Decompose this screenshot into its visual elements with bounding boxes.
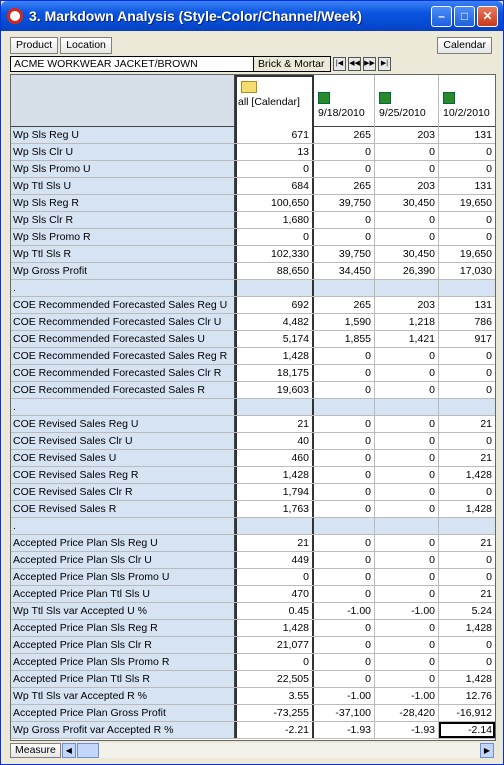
table-cell[interactable]: 0 (375, 654, 439, 670)
table-cell[interactable]: 0 (375, 484, 439, 500)
row-label: COE Recommended Forecasted Sales Reg R (11, 348, 235, 364)
product-context: ACME WORKWEAR JACKET/BROWN (10, 56, 254, 72)
table-cell[interactable]: 0 (375, 161, 439, 177)
calendar-button[interactable]: Calendar (437, 37, 492, 54)
table-cell[interactable]: -37,100 (314, 705, 375, 721)
table-cell[interactable]: 1,428 (465, 673, 492, 685)
table-cell[interactable]: 0 (375, 365, 439, 381)
table-cell[interactable]: 17,030 (459, 265, 492, 277)
table-cell[interactable]: 1,590 (314, 314, 375, 330)
table-row (11, 280, 495, 297)
title-bar (1, 1, 503, 31)
row-label: Wp Ttl Sls R (11, 246, 235, 262)
table-row (11, 348, 495, 365)
table-row (11, 467, 495, 484)
table-row (11, 399, 495, 416)
table-cell[interactable]: 22,505 (235, 671, 314, 687)
table-cell[interactable]: 1,680 (235, 212, 314, 228)
table-cell[interactable]: 131 (474, 129, 492, 141)
table-row (11, 654, 495, 671)
table-cell[interactable] (439, 280, 495, 296)
row-label: COE Revised Sales Clr R (11, 484, 235, 500)
row-label: Accepted Price Plan Sls Reg R (11, 620, 235, 636)
table-cell[interactable]: 1,421 (375, 331, 439, 347)
table-cell[interactable]: 0 (314, 365, 375, 381)
calendar-icon (318, 92, 330, 104)
table-cell[interactable]: 1,428 (465, 503, 492, 515)
row-label: Wp Sls Reg U (11, 127, 235, 143)
table-row (11, 297, 495, 314)
row-label: Wp Sls Reg R (11, 195, 235, 211)
table-cell[interactable]: 470 (235, 586, 314, 602)
table-row (11, 263, 495, 280)
table-cell[interactable]: 0 (486, 435, 492, 447)
row-label: Accepted Price Plan Sls Promo U (11, 569, 235, 585)
table-row (11, 195, 495, 212)
table-cell[interactable]: 0 (314, 586, 375, 602)
table-cell[interactable]: 0 (486, 639, 492, 651)
scroll-left-icon[interactable]: ◀ (62, 743, 76, 758)
table-cell[interactable]: 100,650 (235, 195, 314, 211)
table-cell[interactable]: 0 (314, 552, 375, 568)
close-button[interactable]: ✕ (477, 6, 498, 27)
table-cell[interactable]: 0 (486, 146, 492, 158)
table-cell[interactable]: 0 (314, 433, 375, 449)
row-label: . (11, 399, 235, 415)
table-cell[interactable] (235, 399, 314, 415)
row-label: Wp Gross Profit (11, 263, 235, 279)
table-row (11, 144, 495, 161)
table-cell[interactable]: 1,428 (465, 622, 492, 634)
table-cell[interactable]: 21 (480, 418, 492, 430)
row-label: Accepted Price Plan Sls Promo R (11, 654, 235, 670)
column-header-week-2[interactable]: 9/25/2010 (375, 75, 439, 127)
table-cell[interactable]: 0 (314, 620, 375, 636)
calendar-icon (443, 92, 455, 104)
row-label: COE Recommended Forecasted Sales R (11, 382, 235, 398)
table-cell[interactable]: 0 (375, 382, 439, 398)
table-cell[interactable]: 88,650 (235, 263, 314, 279)
row-label: Wp Ttl Sls var Accepted R % (11, 688, 235, 704)
table-cell[interactable]: 131 (474, 299, 492, 311)
table-cell[interactable]: 0 (314, 416, 375, 432)
table-cell[interactable]: 786 (474, 316, 492, 328)
table-cell[interactable]: 0 (314, 229, 375, 245)
table-cell[interactable]: 0 (314, 671, 375, 687)
table-cell[interactable]: 21 (480, 537, 492, 549)
table-cell[interactable]: 1,428 (235, 620, 314, 636)
table-cell[interactable]: 0 (486, 163, 492, 175)
table-cell[interactable]: 0 (375, 348, 439, 364)
row-label: Wp Ttl Sls U (11, 178, 235, 194)
table-cell[interactable] (314, 399, 375, 415)
oracle-icon (7, 8, 23, 24)
table-cell[interactable]: 0 (486, 656, 492, 668)
table-cell[interactable]: 0 (314, 144, 375, 160)
table-cell[interactable] (314, 518, 375, 534)
row-label: COE Recommended Forecasted Sales U (11, 331, 235, 347)
first-page-icon[interactable]: |◀ (333, 57, 346, 71)
table-cell[interactable]: -1.00 (375, 603, 439, 619)
table-cell[interactable]: 0 (235, 229, 314, 245)
table-row (11, 178, 495, 195)
minimize-button[interactable]: – (431, 6, 452, 27)
table-cell[interactable]: 0 (235, 161, 314, 177)
table-cell[interactable]: 0 (314, 450, 375, 466)
row-label: . (11, 280, 235, 296)
table-row (11, 535, 495, 552)
column-header-week-1[interactable]: 9/18/2010 (314, 75, 375, 127)
table-cell[interactable]: 1,218 (375, 314, 439, 330)
table-cell[interactable]: 19,650 (459, 248, 492, 260)
table-row (11, 246, 495, 263)
table-row (11, 382, 495, 399)
table-row (11, 212, 495, 229)
row-label: Wp Gross Profit var Accepted R % (11, 722, 235, 738)
table-cell[interactable]: 449 (235, 552, 314, 568)
dimension-toolbar (10, 37, 494, 54)
table-cell[interactable]: 0 (375, 501, 439, 517)
horizontal-scrollbar[interactable] (99, 743, 480, 758)
table-row (11, 637, 495, 654)
table-cell[interactable] (314, 280, 375, 296)
table-cell[interactable]: -1.00 (375, 688, 439, 704)
row-label: Wp Sls Promo R (11, 229, 235, 245)
table-cell[interactable]: 39,750 (314, 195, 375, 211)
table-cell[interactable]: 18,175 (235, 365, 314, 381)
table-cell[interactable]: 21 (480, 452, 492, 464)
column-header-week-3[interactable]: 10/2/2010 (439, 75, 495, 127)
table-cell[interactable]: 21 (480, 588, 492, 600)
table-cell[interactable]: 0.45 (235, 603, 314, 619)
table-cell[interactable]: 0 (486, 214, 492, 226)
table-cell[interactable]: 0 (375, 450, 439, 466)
table-cell[interactable]: -28,420 (375, 705, 439, 721)
table-cell[interactable] (439, 399, 495, 415)
row-label: COE Revised Sales Reg R (11, 467, 235, 483)
table-cell[interactable]: 203 (375, 178, 439, 194)
table-cell[interactable]: 5,174 (235, 331, 314, 347)
table-cell[interactable]: -1.00 (314, 688, 375, 704)
table-cell[interactable]: 0 (375, 467, 439, 483)
table-row (11, 501, 495, 518)
maximize-button[interactable]: □ (454, 6, 475, 27)
table-cell[interactable]: 0 (375, 416, 439, 432)
table-cell[interactable]: 1,855 (314, 331, 375, 347)
table-cell[interactable]: 0 (314, 348, 375, 364)
row-label: Wp Sls Promo U (11, 161, 235, 177)
table-row (11, 127, 495, 144)
table-cell[interactable]: 19,650 (459, 197, 492, 209)
table-cell[interactable]: 1,428 (235, 467, 314, 483)
table-cell[interactable]: 12.76 (465, 690, 492, 702)
table-cell[interactable] (375, 280, 439, 296)
scroll-right-icon[interactable]: ▶ (480, 743, 494, 758)
table-cell[interactable] (439, 518, 495, 534)
row-label: Wp Sls Clr R (11, 212, 235, 228)
table-cell[interactable]: 265 (314, 297, 375, 313)
context-bar (10, 56, 494, 72)
row-label: COE Revised Sales U (11, 450, 235, 466)
grid-body (11, 127, 495, 739)
table-cell[interactable]: 0 (314, 382, 375, 398)
table-cell[interactable] (375, 399, 439, 415)
table-cell[interactable]: 40 (235, 433, 314, 449)
last-page-icon[interactable]: ▶| (378, 57, 391, 71)
table-cell[interactable]: 21,077 (235, 637, 314, 653)
table-cell[interactable]: 0 (486, 554, 492, 566)
row-label: Wp Sls Clr U (11, 144, 235, 160)
table-cell[interactable]: 0 (314, 212, 375, 228)
table-cell[interactable]: 131 (474, 180, 492, 192)
row-label: Wp Ttl Sls var Accepted U % (11, 603, 235, 619)
table-cell[interactable]: 19,603 (235, 382, 314, 398)
table-cell[interactable]: 0 (314, 484, 375, 500)
table-cell[interactable]: 21 (235, 535, 314, 551)
table-cell[interactable]: 0 (375, 212, 439, 228)
table-cell[interactable]: 0 (375, 552, 439, 568)
table-cell[interactable]: 1,428 (465, 469, 492, 481)
table-cell[interactable]: 0 (486, 571, 492, 583)
table-cell[interactable]: 0 (486, 384, 492, 396)
folder-icon (241, 81, 257, 93)
row-label: . (11, 518, 235, 534)
table-row (11, 722, 495, 739)
table-cell[interactable]: 0 (314, 501, 375, 517)
table-row (11, 331, 495, 348)
table-row (11, 705, 495, 722)
table-cell[interactable] (375, 518, 439, 534)
channel-context: Brick & Mortar (253, 56, 331, 72)
table-cell[interactable]: 0 (486, 350, 492, 362)
table-cell[interactable]: 684 (235, 178, 314, 194)
measure-grid (10, 74, 496, 741)
table-cell[interactable]: 21 (235, 416, 314, 432)
table-cell[interactable]: 39,750 (314, 246, 375, 262)
previous-page-icon[interactable]: ◀◀ (348, 57, 361, 71)
table-cell[interactable] (235, 280, 314, 296)
table-row (11, 586, 495, 603)
row-label: Accepted Price Plan Sls Clr U (11, 552, 235, 568)
table-cell[interactable]: 1,428 (235, 348, 314, 364)
table-cell[interactable]: 265 (314, 178, 375, 194)
table-row (11, 365, 495, 382)
table-row (11, 603, 495, 620)
table-cell[interactable]: 34,450 (314, 263, 375, 279)
calendar-icon (379, 92, 391, 104)
table-row (11, 569, 495, 586)
table-cell[interactable]: 0 (375, 433, 439, 449)
table-cell[interactable]: 265 (314, 127, 375, 143)
row-label: Accepted Price Plan Ttl Sls U (11, 586, 235, 602)
table-cell[interactable]: 0 (375, 144, 439, 160)
table-cell[interactable]: -1.93 (375, 722, 439, 738)
table-cell[interactable]: 13 (235, 144, 314, 160)
table-row (11, 450, 495, 467)
row-label: COE Recommended Forecasted Sales Reg U (11, 297, 235, 313)
row-label: Accepted Price Plan Ttl Sls R (11, 671, 235, 687)
table-cell[interactable]: 0 (314, 654, 375, 670)
table-cell[interactable]: 917 (474, 333, 492, 345)
table-cell[interactable] (235, 518, 314, 534)
table-cell[interactable]: 203 (375, 127, 439, 143)
table-cell[interactable]: 0 (486, 231, 492, 243)
table-cell[interactable]: 460 (235, 450, 314, 466)
table-cell[interactable]: 0 (314, 535, 375, 551)
table-row (11, 518, 495, 535)
table-cell[interactable]: -1.93 (314, 722, 375, 738)
table-cell[interactable]: -2.21 (235, 722, 314, 738)
table-cell[interactable]: -73,255 (235, 705, 314, 721)
table-cell[interactable]: 102,330 (235, 246, 314, 262)
table-cell[interactable]: 0 (375, 569, 439, 585)
row-label: COE Revised Sales Reg U (11, 416, 235, 432)
table-cell[interactable]: -2.14 (439, 722, 495, 738)
table-row (11, 688, 495, 705)
window-title: 3. Markdown Analysis (Style-Color/Channel/Week) (29, 8, 362, 24)
table-cell[interactable]: 30,450 (375, 246, 439, 262)
table-cell[interactable]: 0 (235, 569, 314, 585)
row-label: Accepted Price Plan Gross Profit (11, 705, 235, 721)
table-cell[interactable]: 26,390 (375, 263, 439, 279)
table-cell[interactable]: 0 (486, 486, 492, 498)
table-cell[interactable]: 4,482 (235, 314, 314, 330)
table-row (11, 671, 495, 688)
table-row (11, 229, 495, 246)
table-cell[interactable]: 0 (375, 637, 439, 653)
measure-button[interactable]: Measure (10, 743, 61, 758)
table-cell[interactable]: 0 (314, 637, 375, 653)
table-cell[interactable]: 692 (235, 297, 314, 313)
table-cell[interactable]: 1,794 (235, 484, 314, 500)
table-row (11, 433, 495, 450)
bottom-bar (10, 742, 494, 758)
table-cell[interactable]: 1,763 (235, 501, 314, 517)
table-cell[interactable]: 671 (235, 127, 314, 143)
table-row (11, 620, 495, 637)
location-button[interactable]: Location (60, 37, 112, 54)
product-button[interactable]: Product (10, 37, 58, 54)
table-cell[interactable]: -1.00 (314, 603, 375, 619)
table-cell[interactable]: 0 (375, 586, 439, 602)
table-cell[interactable]: 3.55 (235, 688, 314, 704)
horizontal-scroll-thumb[interactable] (77, 743, 99, 758)
row-label: COE Recommended Forecasted Sales Clr U (11, 314, 235, 330)
table-cell[interactable]: 5.24 (471, 605, 492, 617)
table-cell[interactable]: 0 (235, 654, 314, 670)
table-cell[interactable]: 0 (375, 229, 439, 245)
table-cell[interactable]: 0 (314, 161, 375, 177)
table-cell[interactable]: 0 (375, 535, 439, 551)
column-header-row (11, 75, 495, 127)
table-row (11, 314, 495, 331)
table-cell[interactable]: 0 (375, 671, 439, 687)
table-row (11, 552, 495, 569)
table-row (11, 416, 495, 433)
table-row (11, 484, 495, 501)
table-cell[interactable]: 0 (486, 367, 492, 379)
table-cell[interactable]: 0 (375, 620, 439, 636)
row-label: COE Recommended Forecasted Sales Clr R (11, 365, 235, 381)
column-header-all-calendar[interactable]: all [Calendar] (235, 75, 314, 127)
table-cell[interactable]: 203 (375, 297, 439, 313)
table-cell[interactable]: -16,912 (456, 707, 492, 719)
next-page-icon[interactable]: ▶▶ (363, 57, 376, 71)
row-label: COE Revised Sales Clr U (11, 433, 235, 449)
table-cell[interactable]: 30,450 (375, 195, 439, 211)
table-row (11, 161, 495, 178)
table-cell[interactable]: 0 (314, 467, 375, 483)
table-cell[interactable]: 0 (314, 569, 375, 585)
row-label: Accepted Price Plan Sls Clr R (11, 637, 235, 653)
row-label: Accepted Price Plan Sls Reg U (11, 535, 235, 551)
header-corner (11, 75, 235, 126)
row-label: COE Revised Sales R (11, 501, 235, 517)
